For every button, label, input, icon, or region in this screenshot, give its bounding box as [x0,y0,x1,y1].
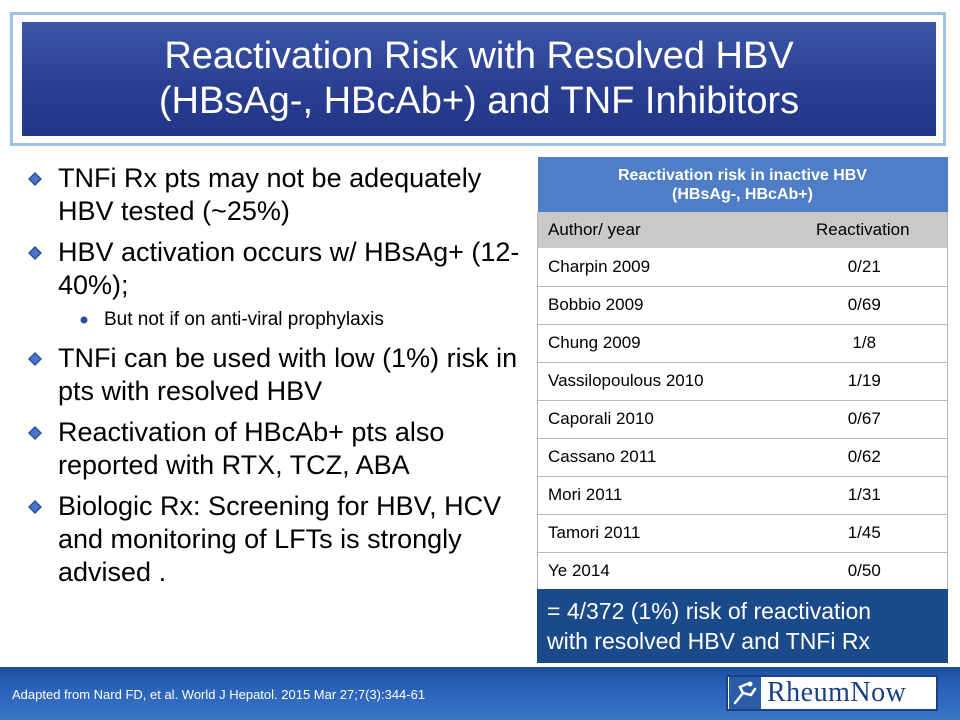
figure-logo-icon [729,677,761,709]
bullet-item [28,342,538,408]
cell-reactivation: 0/21 [782,248,948,286]
title-line-2: (HBsAg-, HBcAb+) and TNF Inhibitors [158,80,800,122]
diamond-bullet-icon [28,416,58,440]
cell-author: Caporali 2010 [538,400,782,438]
bullet-text: TNFi Rx pts may not be adequately HBV tested (~25%) [58,163,482,226]
cell-author: Bobbio 2009 [538,286,782,324]
diamond-bullet-icon [28,162,58,186]
diamond-bullet-icon [28,490,58,514]
cell-author: Chung 2009 [538,324,782,362]
cell-author: Tamori 2011 [538,514,782,552]
bullet-item [28,236,538,302]
cell-author: Ye 2014 [538,552,782,590]
logo-text: RheumNow [767,677,907,708]
bullet-text: Biologic Rx: Screening for HBV, HCV and monitoring of LFTs is strongly advised . [58,491,502,587]
table-row [538,324,948,362]
bullet-item [28,490,538,589]
table-caption-line-1: Reactivation risk in inactive HBV [618,166,867,184]
table-header-row [538,212,948,248]
cell-reactivation: 0/62 [782,438,948,476]
column-header-author: Author/ year [538,212,782,248]
table-row [538,476,948,514]
column-header-reactivation: Reactivation [782,212,948,248]
table-caption-line-2: (HBsAg-, HBcAb+) [672,185,813,203]
cell-author: Cassano 2011 [538,438,782,476]
table-row [538,248,948,286]
slide-title [22,22,936,136]
bullet-item [28,416,538,482]
cell-reactivation: 1/45 [782,514,948,552]
footer-bar [0,667,960,720]
table-row [538,400,948,438]
table-row [538,286,948,324]
sub-bullet-text: But not if on anti-viral prophylaxis [104,309,384,330]
summary-line-1: = 4/372 (1%) risk of reactivation [547,598,872,624]
table-row [538,514,948,552]
bullet-text: TNFi can be used with low (1%) risk in pts with resolved HBV [58,343,518,406]
cell-author: Charpin 2009 [538,248,782,286]
cell-reactivation: 0/50 [782,552,948,590]
dot-bullet-icon [80,311,104,329]
cell-reactivation: 0/67 [782,400,948,438]
table-caption-row [538,157,948,212]
cell-author: Mori 2011 [538,476,782,514]
citation-text: Adapted from Nard FD, et al. World J Hepatol. 2015 Mar 27;7(3):344-61 [12,687,426,702]
diamond-bullet-icon [28,342,58,366]
table-row [538,438,948,476]
sub-bullet-item [80,306,538,334]
title-line-1: Reactivation Risk with Resolved HBV [164,35,794,77]
bullet-text: HBV activation occurs w/ HBsAg+ (12-40%); [58,237,520,300]
diamond-bullet-icon [28,236,58,260]
bullet-item [28,162,538,228]
reactivation-table [537,157,948,591]
table-row [538,362,948,400]
rheumnow-logo[interactable] [726,675,938,711]
summary-box [537,589,948,663]
cell-reactivation: 1/8 [782,324,948,362]
table-row [538,552,948,590]
cell-reactivation: 0/69 [782,286,948,324]
bullet-text: Reactivation of HBcAb+ pts also reported with RTX, TCZ, ABA [58,417,445,480]
summary-line-2: with resolved HBV and TNFi Rx [547,628,870,654]
cell-reactivation: 1/31 [782,476,948,514]
cell-reactivation: 1/19 [782,362,948,400]
table-caption [538,157,948,212]
cell-author: Vassilopoulous 2010 [538,362,782,400]
bullet-list [28,162,538,597]
